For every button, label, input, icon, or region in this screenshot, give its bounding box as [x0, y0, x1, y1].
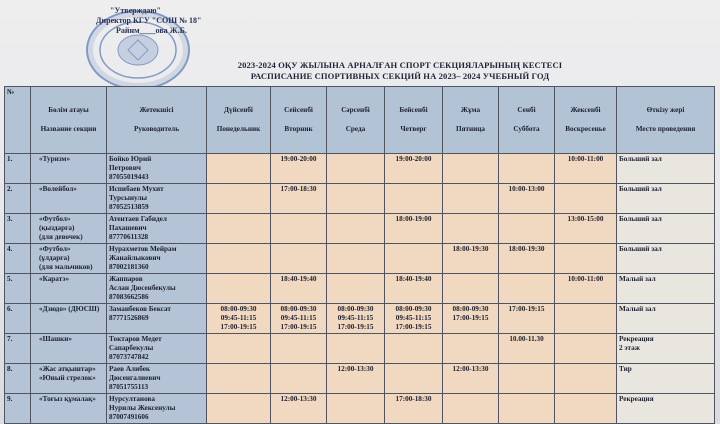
row-number [5, 274, 31, 304]
section-name-line: «Туризм» [39, 155, 71, 163]
column-header-ru: Место проведения [635, 125, 696, 133]
schedule-time-cell [327, 364, 385, 394]
approval-line-2: Директор КГУ "СОШ № 18" [96, 16, 202, 25]
coach-cell-line: Аслан Дюсенбекулы [109, 284, 176, 292]
row-number [5, 334, 31, 364]
section-name-line: «Юный стрелок» [39, 374, 96, 382]
schedule-time-cell [443, 274, 499, 304]
venue-cell-line: Больший зал [619, 185, 662, 193]
schedule-time-cell-line: 17:00-18:30 [280, 185, 317, 193]
coach-cell-line: 87771526869 [109, 314, 149, 322]
venue-cell-line: Больший зал [619, 215, 662, 223]
schedule-time-cell-line: 17:00-19:15 [508, 305, 545, 313]
schedule-time-cell-line: 10:00-11:00 [567, 155, 604, 163]
column-header [555, 87, 617, 154]
schedule-time-cell [499, 394, 555, 424]
coach-cell [107, 154, 207, 184]
row-number-line: 1. [7, 155, 13, 163]
venue-cell-line: Рекреация [619, 335, 654, 343]
coach-cell-line: Нурсултанова [109, 395, 155, 403]
row-number-line: 8. [7, 365, 13, 373]
row-number-line: 7. [7, 335, 13, 343]
venue-cell-line: Рекреация [619, 395, 654, 403]
coach-cell-line: 87083662586 [109, 293, 149, 301]
table-row [5, 364, 715, 394]
coach-cell-line: 87002181360 [109, 263, 149, 271]
schedule-time-cell [555, 394, 617, 424]
column-header [499, 87, 555, 154]
row-number [5, 244, 31, 274]
column-header-ru: Воскресенье [565, 125, 606, 133]
approval-line-3: Райнм____ова Ж.Б. [116, 26, 187, 35]
row-number-line: 3. [7, 215, 13, 223]
schedule-time-cell [327, 274, 385, 304]
row-number [5, 394, 31, 424]
schedule-time-cell [327, 334, 385, 364]
coach-cell-line: Атентаев Габидел [109, 215, 167, 223]
schedule-time-cell [555, 334, 617, 364]
schedule-time-cell [207, 184, 271, 214]
table-row [5, 244, 715, 274]
schedule-time-cell [443, 214, 499, 244]
schedule-time-cell [499, 364, 555, 394]
coach-cell-line: Нурахметов Мейрам [109, 245, 177, 253]
row-number [5, 214, 31, 244]
schedule-time-cell [443, 304, 499, 334]
table-header-row [5, 87, 715, 154]
schedule-time-cell [271, 214, 327, 244]
venue-cell-line: Малый зал [619, 275, 656, 283]
schedule-time-cell [499, 334, 555, 364]
venue-cell-line: Тир [619, 365, 632, 373]
column-header-kz: Сенбі [517, 106, 536, 114]
row-number [5, 154, 31, 184]
section-name-line: (қыздарға) [39, 224, 75, 232]
schedule-time-cell [385, 334, 443, 364]
column-header-kz: № [7, 88, 15, 96]
schedule-time-cell [327, 184, 385, 214]
schedule-time-cell [207, 214, 271, 244]
schedule-time-cell [443, 154, 499, 184]
venue-cell [617, 154, 715, 184]
schedule-time-cell [443, 394, 499, 424]
schedule-time-cell [327, 154, 385, 184]
schedule-time-cell-line: 17:00-19:15 [280, 323, 317, 331]
section-name [31, 244, 107, 274]
schedule-time-cell [207, 154, 271, 184]
schedule-time-cell [271, 394, 327, 424]
row-number-line: 6. [7, 305, 13, 313]
schedule-time-cell-line: 09:45-11:15 [337, 314, 374, 322]
schedule-time-cell [499, 244, 555, 274]
schedule-time-cell [271, 304, 327, 334]
approval-block [96, 6, 201, 36]
schedule-time-cell-line: 17:00-19:15 [395, 323, 432, 331]
coach-cell-line: 87007491606 [109, 413, 149, 421]
table-body [5, 154, 715, 424]
coach-cell [107, 214, 207, 244]
schedule-time-cell-line: 09:45-11:15 [395, 314, 432, 322]
schedule-time-cell [555, 274, 617, 304]
column-header-ru: Суббота [513, 125, 540, 133]
section-name [31, 154, 107, 184]
section-name-line: «Волейбол» [39, 185, 77, 193]
venue-cell [617, 334, 715, 364]
row-number-line: 9. [7, 395, 13, 403]
coach-cell [107, 394, 207, 424]
section-name-line: (для мальчиков) [39, 263, 93, 271]
schedule-time-cell [555, 244, 617, 274]
schedule-time-cell-line: 17:00-19:15 [337, 323, 374, 331]
coach-cell [107, 364, 207, 394]
coach-cell-line: 87055019443 [109, 173, 149, 181]
section-name-line: «Каратэ» [39, 275, 70, 283]
column-header [271, 87, 327, 154]
row-number-line: 5. [7, 275, 13, 283]
section-name [31, 334, 107, 364]
row-number [5, 364, 31, 394]
schedule-time-cell [555, 364, 617, 394]
schedule-time-cell [443, 244, 499, 274]
table-row [5, 184, 715, 214]
coach-cell-line: Пахашевич [109, 224, 147, 232]
schedule-time-cell [499, 304, 555, 334]
schedule-time-cell [443, 334, 499, 364]
coach-cell-line: 87073747842 [109, 353, 149, 361]
schedule-time-cell [499, 184, 555, 214]
table-row [5, 214, 715, 244]
venue-cell [617, 214, 715, 244]
schedule-time-cell [443, 364, 499, 394]
schedule-time-cell-line: 08:00-09:30 [452, 305, 489, 313]
schedule-time-cell-line: 17:00-19:15 [220, 323, 257, 331]
column-header-kz: Өткізу жері [646, 106, 685, 114]
coach-cell-line: Жанайлыкович [109, 254, 161, 262]
schedule-time-cell [385, 364, 443, 394]
section-name-line: (ұлдарға) [39, 254, 70, 262]
section-name [31, 184, 107, 214]
venue-cell [617, 394, 715, 424]
column-header [207, 87, 271, 154]
schedule-time-cell-line: 18:00-19:00 [395, 215, 432, 223]
column-header-kz: Жұма [460, 106, 481, 114]
schedule-time-cell-line: 10.00-11.30 [509, 335, 544, 343]
section-name [31, 304, 107, 334]
coach-cell [107, 334, 207, 364]
column-header-ru: Пятница [455, 125, 486, 133]
column-header [107, 87, 207, 154]
venue-cell [617, 274, 715, 304]
column-header-ru: Название секции [40, 125, 97, 133]
schedule-time-cell-line: 18:40-19:40 [395, 275, 432, 283]
schedule-time-cell [271, 364, 327, 394]
schedule-time-cell-line: 10:00-11:00 [567, 275, 604, 283]
section-name-line: «Футбол» [39, 215, 71, 223]
section-name-line: «Футбол» [39, 245, 71, 253]
schedule-time-cell-line: 17:00-19:15 [452, 314, 489, 322]
schedule-time-cell [385, 394, 443, 424]
coach-cell-line: Нурилы Жексенулы [109, 404, 176, 412]
coach-cell [107, 184, 207, 214]
venue-cell [617, 364, 715, 394]
schedule-time-cell-line: 10:00-13:00 [508, 185, 545, 193]
coach-cell-line: Испибаев Мухит [109, 185, 164, 193]
row-number-line: 4. [7, 245, 13, 253]
coach-cell-line: Бойко Юрий [109, 155, 152, 163]
table-row [5, 304, 715, 334]
coach-cell-line: Дюсенгалиевич [109, 374, 161, 382]
schedule-time-cell [385, 304, 443, 334]
column-header [31, 87, 107, 154]
schedule-time-cell-line: 09:45-11:15 [280, 314, 317, 322]
schedule-time-cell [555, 184, 617, 214]
schedule-time-cell [207, 334, 271, 364]
title-russian: РАСПИСАНИЕ СПОРТИВНЫХ СЕКЦИЙ НА 2023– 2024 УЧЕБНЫЙ ГОД [250, 71, 550, 81]
schedule-time-cell [271, 334, 327, 364]
venue-cell-line: Больший зал [619, 155, 662, 163]
schedule-time-cell-line: 12:00-13:30 [452, 365, 489, 373]
table-row [5, 394, 715, 424]
section-name-line: (для девочек) [39, 233, 83, 241]
column-header [443, 87, 499, 154]
section-name [31, 274, 107, 304]
schedule-time-cell-line: 18:40-19:40 [280, 275, 317, 283]
schedule-time-cell-line: 12:00-13:30 [337, 365, 374, 373]
schedule-time-cell [327, 304, 385, 334]
table-row [5, 334, 715, 364]
schedule-time-cell [271, 274, 327, 304]
schedule-time-cell [207, 274, 271, 304]
column-header-kz: Жексенбі [570, 106, 601, 114]
schedule-time-cell [555, 214, 617, 244]
schedule-time-cell-line: 19:00-20:00 [395, 155, 432, 163]
coach-cell-line: Турсынулы [109, 194, 148, 202]
schedule-time-cell [555, 154, 617, 184]
schedule-time-cell-line: 13:00-15:00 [567, 215, 604, 223]
schedule-time-cell [207, 394, 271, 424]
column-header-kz: Дүйсенбі [224, 106, 253, 114]
venue-cell [617, 184, 715, 214]
coach-cell-line: Раев Алибек [109, 365, 151, 373]
schedule-time-cell [385, 154, 443, 184]
approval-line-1: "Утверждаю" [110, 6, 161, 15]
schedule-time-cell [499, 154, 555, 184]
schedule-time-cell-line: 09:45-11:15 [220, 314, 257, 322]
section-name [31, 364, 107, 394]
section-name-line: «Жас атқыштар» [39, 365, 96, 373]
schedule-time-cell [499, 214, 555, 244]
schedule-time-cell-line: 18:00-19:30 [452, 245, 489, 253]
venue-cell-line: Малый зал [619, 305, 656, 313]
coach-cell [107, 274, 207, 304]
section-name-line: «Тоғыз құмалақ» [39, 395, 96, 403]
row-number-line: 2. [7, 185, 13, 193]
venue-cell-line: Больший зал [619, 245, 662, 253]
schedule-time-cell-line: 12:00-13:30 [280, 395, 317, 403]
schedule-time-cell-line: 08:00-09:30 [337, 305, 374, 313]
column-header [617, 87, 715, 154]
document-heading [150, 60, 650, 82]
venue-cell [617, 304, 715, 334]
schedule-time-cell [327, 214, 385, 244]
schedule-time-cell [385, 274, 443, 304]
column-header-ru: Вторник [284, 125, 313, 133]
column-header-kz: Бөлім атауы [48, 106, 89, 114]
section-name [31, 394, 107, 424]
schedule-time-cell-line: 19:00-20:00 [280, 155, 317, 163]
schedule-time-cell [327, 244, 385, 274]
section-name [31, 214, 107, 244]
venue-cell [617, 244, 715, 274]
schedule-time-cell-line: 17:00-18:30 [395, 395, 432, 403]
column-header-kz: Сәрсенбі [341, 106, 370, 114]
schedule-time-cell [271, 244, 327, 274]
venue-cell-line: 2 этаж [619, 344, 640, 352]
column-header [327, 87, 385, 154]
schedule-time-cell [327, 394, 385, 424]
schedule-time-cell-line: 08:00-09:30 [280, 305, 317, 313]
schedule-time-cell [207, 244, 271, 274]
row-number [5, 184, 31, 214]
coach-cell-line: 87051755113 [109, 383, 149, 391]
coach-cell [107, 244, 207, 274]
coach-cell-line: Заманбеков Бексат [109, 305, 171, 313]
column-header-kz: Сейсенбі [284, 106, 313, 114]
coach-cell-line: Токтаров Медет [109, 335, 162, 343]
schedule-table [4, 86, 715, 424]
section-name-line: «Дзюдо» (ДЮСШ) [39, 305, 100, 313]
schedule-time-cell [271, 154, 327, 184]
schedule-time-cell [555, 304, 617, 334]
coach-cell [107, 304, 207, 334]
column-header-ru: Руководитель [134, 125, 179, 133]
coach-cell-line: Сапарбекулы [109, 344, 154, 352]
schedule-time-cell [271, 184, 327, 214]
title-kazakh: 2023-2024 ОҚУ ЖЫЛЫНА АРНАЛҒАН СПОРТ СЕКЦИЯЛАРЫНЫҢ КЕСТЕСІ [237, 60, 563, 70]
column-header-ru: Четверг [400, 125, 427, 133]
column-header-ru: Среда [345, 125, 366, 133]
section-name-line: «Шашки» [39, 335, 73, 343]
table-row [5, 154, 715, 184]
schedule-time-cell [443, 184, 499, 214]
coach-cell-line: Жаппаров [109, 275, 143, 283]
schedule-time-cell [385, 244, 443, 274]
column-header [5, 87, 31, 154]
coach-cell-line: 87770611328 [109, 233, 149, 241]
schedule-time-cell-line: 08:00-09:30 [220, 305, 257, 313]
column-header-kz: Жетекшісі [139, 106, 174, 114]
schedule-time-cell-line: 18:00-19:30 [508, 245, 545, 253]
schedule-time-cell [207, 304, 271, 334]
coach-cell-line: Петрович [109, 164, 141, 172]
schedule-time-cell [499, 274, 555, 304]
row-number [5, 304, 31, 334]
schedule-time-cell-line: 08:00-09:30 [395, 305, 432, 313]
column-header [385, 87, 443, 154]
table-row [5, 274, 715, 304]
coach-cell-line: 87052513859 [109, 203, 149, 211]
column-header-kz: Бейсенбі [399, 106, 428, 114]
schedule-time-cell [385, 214, 443, 244]
schedule-time-cell [385, 184, 443, 214]
schedule-time-cell [207, 364, 271, 394]
column-header-ru: Понедельник [216, 125, 261, 133]
